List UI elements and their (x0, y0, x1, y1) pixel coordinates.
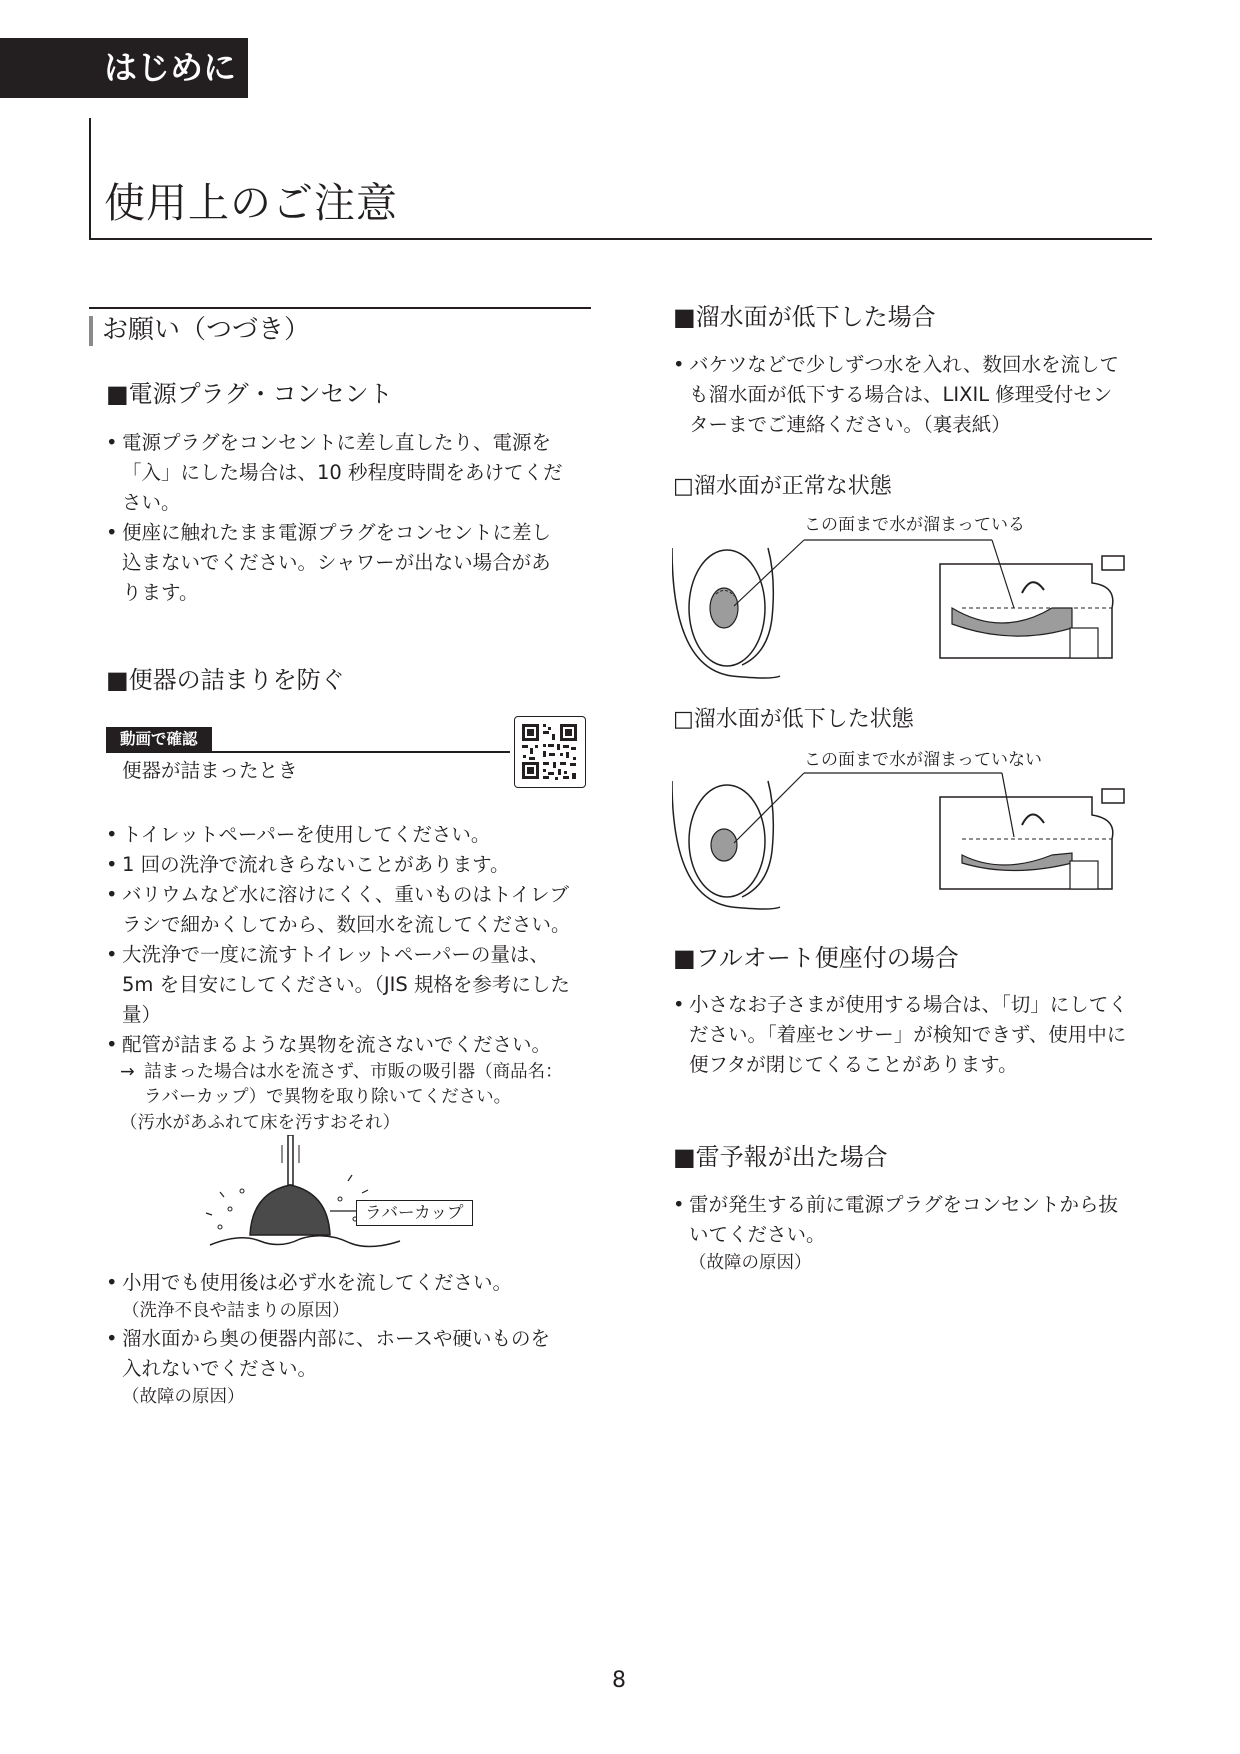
power-heading: ■電源プラグ・コンセント (106, 380, 393, 408)
list-item: • 1 回の洗浄で流れきらないことがあります。 (106, 850, 606, 880)
list-item: • 配管が詰まるような異物を流さないでください。 (106, 1030, 606, 1060)
thunder-heading: ■雷予報が出た場合 (673, 1143, 888, 1171)
low-caption: この面まで水が溜まっていない (804, 750, 1042, 770)
fullauto-list (673, 990, 1173, 1080)
page-number: 8 (612, 1668, 626, 1693)
water-low-list (673, 350, 1173, 440)
list-item: • 雷が発生する前に電源プラグをコンセントから抜 いてください。 （故障の原因） (673, 1190, 1173, 1276)
list-item: • バリウムなど水に溶けにくく、重いものはトイレブ ラシで細かくしてから、数回水を流してください。 (106, 880, 606, 940)
power-list (106, 428, 606, 608)
clog-heading: ■便器の詰まりを防ぐ (106, 666, 345, 694)
plunger-label: ラバーカップ (356, 1200, 473, 1226)
fullauto-heading: ■フルオート便座付の場合 (673, 944, 959, 972)
clog-list (106, 820, 606, 1136)
video-title[interactable]: 便器が詰まったとき (122, 759, 298, 782)
list-item: • 溜水面から奥の便器内部に、ホースや硬いものを 入れないでください。 （故障の原因） (106, 1324, 606, 1410)
low-state-heading: □溜水面が低下した状態 (673, 707, 914, 732)
clog-list-2 (106, 1268, 606, 1410)
qr-code-icon (515, 717, 584, 786)
video-label-badge: 動画で確認 (106, 727, 212, 751)
section-title: お願い（つづき） (102, 315, 311, 345)
water-low-heading: ■溜水面が低下した場合 (673, 303, 936, 331)
qr-code[interactable] (514, 716, 586, 788)
title-vertical-rule (89, 118, 91, 239)
list-item: • バケツなどで少しずつ水を入れ、数回水を流して も溜水面が低下する場合は、LIXIL 修理受付セン ターまでご連絡ください。（裏表紙） (673, 350, 1173, 440)
arrow-note: → 詰まった場合は水を流さず、市販の吸引器（商品名： ラバーカップ）で異物を取り除いてください。 (120, 1060, 606, 1110)
list-item: • 大洗浄で一度に流すトイレットペーパーの量は、 5m を目安にしてください。（JIS 規格を参考にした 量） (106, 940, 606, 1030)
list-item: • 電源プラグをコンセントに差し直したり、電源を 「入」にした場合は、10 秒程度時間をあけてくだ さい。 (106, 428, 606, 518)
list-item: • 小さなお子さまが使用する場合は、「切」にしてく ださい。「着座センサー」が検知できず、使用中に 便フタが閉じてくることがあります。 (673, 990, 1173, 1080)
title-horizontal-rule (89, 238, 1152, 240)
low-water-diagram (672, 763, 1152, 913)
arrow-note-paren: （汚水があふれて床を汚すおそれ） (120, 1113, 400, 1133)
thunder-list (673, 1190, 1173, 1276)
normal-state-heading: □溜水面が正常な状態 (673, 474, 892, 499)
normal-caption: この面まで水が溜まっている (804, 515, 1025, 535)
section-rule (89, 307, 591, 309)
section-marker (89, 316, 93, 346)
list-item: • トイレットペーパーを使用してください。 (106, 820, 606, 850)
page-title: 使用上のご注意 (104, 179, 398, 227)
chapter-tab: はじめに (0, 38, 248, 98)
video-rule (106, 751, 510, 753)
plunger-illustration (200, 1135, 480, 1255)
list-item: • 便座に触れたまま電源プラグをコンセントに差し 込まないでください。シャワーが出ない場合があ ります。 (106, 518, 606, 608)
list-item: • 小用でも使用後は必ず水を流してください。 （洗浄不良や詰まりの原因） (106, 1268, 606, 1324)
normal-water-diagram (672, 528, 1152, 683)
